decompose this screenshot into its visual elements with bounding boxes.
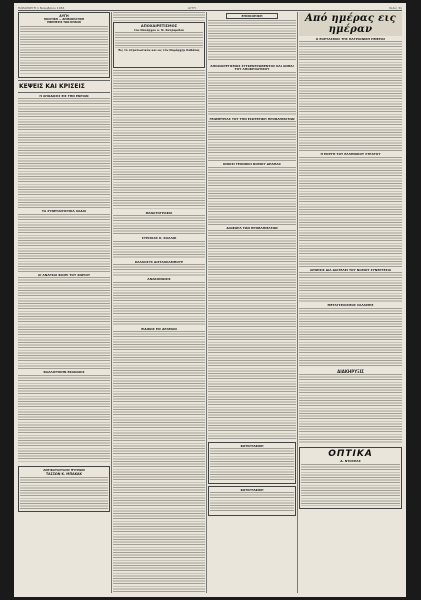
- article-heading: ΣΥΡΙΣΚΑΣ Κ. ΚΑΛΛΙΚ: [141, 236, 177, 241]
- notice-box: [113, 22, 205, 68]
- article-heading: Η ΑΠΟΔΟΣΙΣ ΕΙΣ ΤΗΝ ΕΝΡΙΑΝ: [39, 94, 89, 98]
- article-heading: ΜΕΤΑΓΣΕΛΙΣΜΟΣ ΣΑΛΑΜΗΣ: [327, 303, 374, 308]
- section-banner: Από ημέρας εις ημέραν: [299, 12, 402, 36]
- advert-title: ΦΩΤΟΓΡΑΦΙΚΗ: [240, 488, 264, 493]
- column-1: [18, 12, 110, 593]
- publisher-title: ΑΥΓΗ: [59, 14, 69, 18]
- article-body: [113, 70, 205, 210]
- column-4: [299, 12, 402, 593]
- notice-heading: Εις τό στρατιωτικόν και εις τόν Νομάρχην Καθάλας: [118, 48, 200, 52]
- article-body: [18, 277, 110, 369]
- article-body: [208, 230, 296, 440]
- advert-title: ΟΠΤΙΚΑ: [328, 448, 373, 459]
- notice-title: ΔΙΑΚΗΡΥΞΙΣ: [337, 368, 364, 374]
- column-3: [208, 12, 296, 593]
- advert-box: [208, 442, 296, 484]
- article-heading: Ο ΕΟΡΤΑΣΜΟΣ ΤΗΣ ΠΑΤΡΙΟΝΙΚΗ ΗΜΕΡΑΣ: [315, 37, 386, 41]
- list-body: [208, 20, 296, 60]
- article-heading: ΑΝΑΚΟΙΝΩΣΙΣ: [147, 277, 171, 282]
- advert-title: ΤΑΣΣΩΝ Κ. ΜΠΑΚΑΚ: [46, 471, 82, 476]
- header-page-number: Σελίς 3η: [389, 6, 402, 10]
- article-heading: ΑΠΟΧΑΙΡΕΤΙΣΜΟΣ ΣΥΓΚΕΝΤΡΩΘΕΝΤΟΣ ΚΑΙ ΑΝΘΑΙ ΤΟΥ ΑΠΟΚΡΟΑΤΙΚΟΥ: [210, 64, 294, 72]
- advert-box: [208, 486, 296, 516]
- advert-title: ΦΩΤΟΓΡΑΦΙΚΗ: [240, 444, 264, 449]
- column-rule: [111, 12, 112, 593]
- publisher-subtitle: ΠΟΛΙΤΙΚΗ — ΔΗΜΟΚΡΑΤΙΚΗ: [43, 18, 85, 21]
- article-heading: ΑΡΝΗΣΙΣ ΔΙΑ ΔΙΑΤΕΛΕΙ ΤΟΥ ΝΟΜΟΥ ΣΥΝΕΡΓΕΣΙΑ: [309, 267, 392, 272]
- article-heading: ΒΑΛΛΙΣΤΙΚΗΝ ΕΚΑΝΑΚΙΣ: [43, 370, 85, 375]
- advert-subtitle: Δ. ΝΤΟΣΠΑΣ: [340, 458, 361, 463]
- header-date: ΠΑΡΑΣΚΕΥΗ 1 Νοεμβρίου 1963: [18, 6, 65, 10]
- column-2: [113, 12, 205, 593]
- publisher-subtitle: ΕΦΗΜΕΡΙΣ ΤΩΝ ΝΗΣΩΝ: [47, 21, 81, 24]
- publisher-text: [20, 26, 108, 74]
- notice-title: ΑΠΟΧΑΙΡΕΤΙΣΜΟΣ: [140, 24, 178, 28]
- article-body: [18, 375, 110, 463]
- section-label: ΕΠΙΣΚΟΠΙΚΗ: [226, 13, 278, 19]
- article-heading: ΕΙΔΙΚΩΣ ΕΙΣ ΔΡΑΜΑΝ: [141, 326, 177, 331]
- header-masthead: ΑΥΓΗ: [188, 6, 196, 10]
- column-rule: [297, 12, 298, 593]
- advert-title: ΑΝΤΙΚΑΤΑΣΤΑΣΙΣ ΨΥΓΕΙΩΝ: [43, 467, 85, 472]
- article-body: [113, 331, 205, 593]
- publisher-box: [18, 12, 110, 78]
- article-heading: ΚΑΛΛΟΣΥΣ ΔΙΣΤΑΧΙΙΑΜΠΟΥΡ: [134, 259, 184, 264]
- column-rule: [206, 12, 207, 593]
- article-heading: ΤΑ ΣΥΝΕΤΑΙΡΙΣΤΙΚΑ ΛΑΔΙΑ: [41, 209, 87, 214]
- article-heading: ΔΙΑΦΟΡΑ ΤΩΝ ΠΡΟΒΛΗΜΑΤΩΝ: [226, 225, 278, 230]
- optika-advert: [299, 447, 402, 509]
- newspaper-page: [14, 3, 406, 597]
- article-heading: Η ΕΟΡΤΗ ΤΟΥ ΕΛΛΗΝΙΚΟΥ ΣΤΡΑΤΟΥ: [320, 152, 381, 157]
- notice-subtitle: του Ναυάρχου κ. Ν. Κατραμίδου: [133, 28, 185, 32]
- article-heading: ΘΑΝΑΤΟΓΡΑΦΙΑ: [145, 211, 173, 215]
- section-title: ΚΕΨΕΙΣ ΚΑΙ ΚΡΙΣΕΙΣ: [19, 83, 85, 90]
- article-heading: ΑΙ ΑΝΑΓΚΑΙ ΦΑΣΕΙ ΤΟΥ ΧΩΡΙΟΥ: [37, 272, 91, 277]
- article-heading: ΓΕΩΜΕΤΡΙΑΣ ΤΟΥ ΤΗΝ ΕΣΩΤΕΡΙΚΗ ΠΡΟΒΛΗΜΑΤΩΝ: [209, 116, 295, 121]
- article-body: [18, 98, 110, 208]
- article-body: [18, 214, 110, 272]
- page-header: [18, 5, 402, 11]
- advert-box: [18, 466, 110, 512]
- article-heading: ΚΙΝΟΣΙ ΤΕΧΝΙΚΟΙ ΝΟΜΟΥ ΔΡΑΜΑΣ: [223, 162, 281, 167]
